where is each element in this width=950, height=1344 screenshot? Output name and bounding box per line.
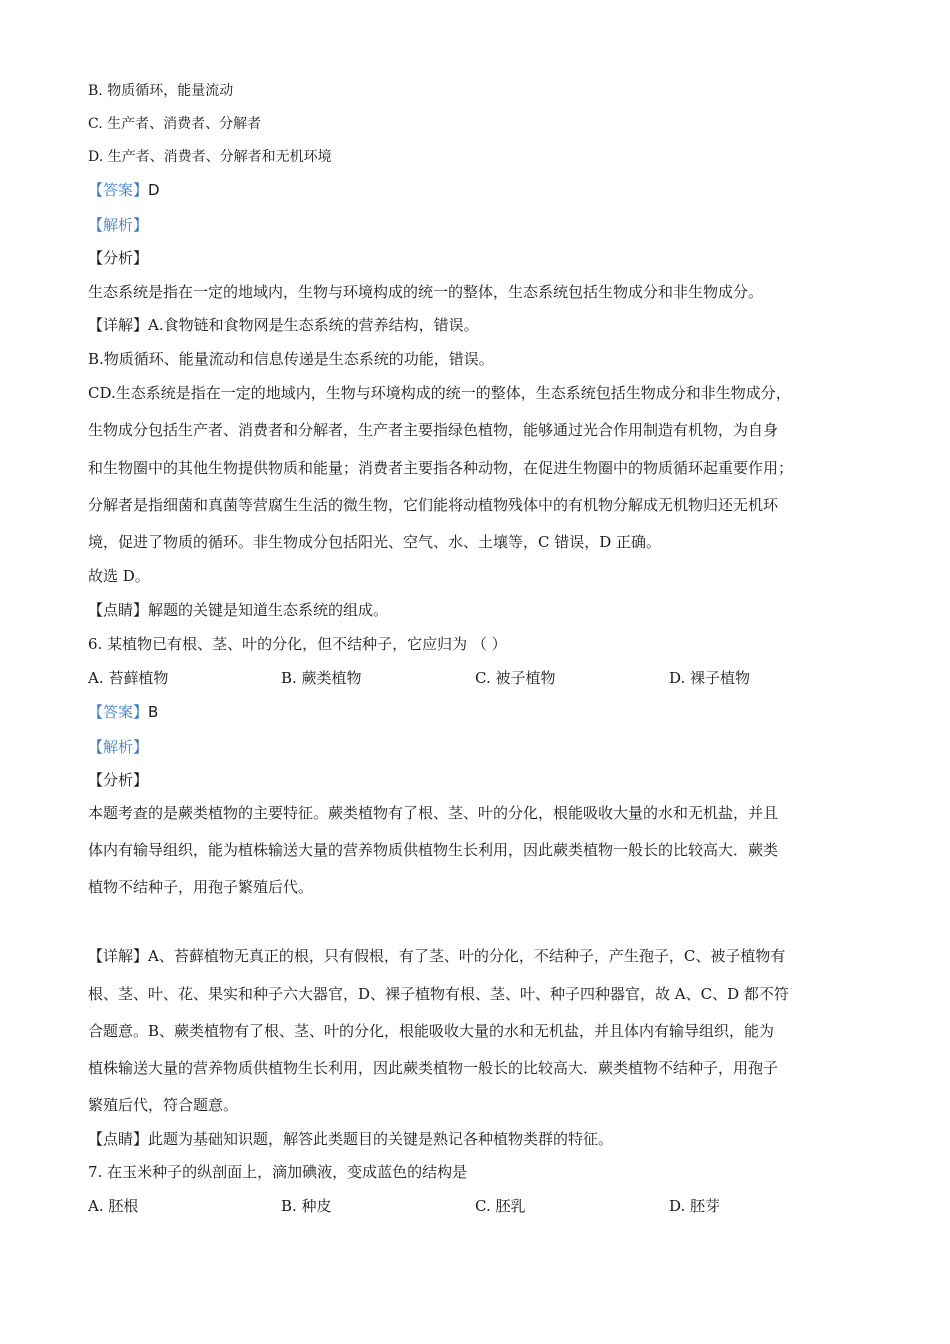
detail-tag: 【详解】 — [88, 316, 149, 334]
q6-stem: 6. 某植物已有根、茎、叶的分化，但不结种子，它应归为 （ ） — [88, 635, 507, 653]
q7-option-a: A. 胚根 — [88, 1197, 139, 1215]
q6-option-d: D. 裸子植物 — [669, 669, 751, 687]
q6-answer-line — [88, 702, 158, 722]
answer-value: B — [148, 703, 159, 721]
fenxi-text: 生态系统是指在一定的地域内，生物与环境构成的统一的整体，生态系统包括生物成分和非生物成分。 — [88, 283, 764, 301]
dianjing-text: 解题的关键是知道生态系统的组成。 — [148, 601, 389, 619]
fenxi-text: 植物不结种子，用孢子繁殖后代。 — [88, 878, 314, 896]
q7-option-d: D. 胚芽 — [669, 1197, 721, 1215]
q7-option-c: C. 胚乳 — [475, 1197, 526, 1215]
fenxi-tag: 【分析】 — [88, 771, 149, 789]
q5-option-b: B. 物质循环，能量流动 — [88, 83, 234, 99]
detail-line: 故选 D。 — [88, 567, 150, 585]
detail-line: 境，促进了物质的循环。非生物成分包括阳光、空气、水、土壤等，C 错误，D 正确。 — [88, 533, 662, 551]
q6-option-b: B. 蕨类植物 — [281, 669, 362, 687]
answer-tag: 【答案】 — [88, 181, 149, 199]
dianjing-line — [88, 600, 388, 620]
detail-line: CD.生态系统是指在一定的地域内，生物与环境构成的统一的整体，生态系统包括生物成分和非生物成分， — [88, 384, 791, 402]
detail-line: 植株输送大量的营养物质供植物生长利用，因此蕨类植物一般长的比较高大．蕨类植物不结种子，用孢子 — [88, 1059, 779, 1077]
detail-line: 生物成分包括生产者、消费者和分解者，生产者主要指绿色植物，能够通过光合作用制造有机物，为自身 — [88, 421, 779, 439]
dianjing-tag: 【点睛】 — [88, 601, 149, 619]
detail-line: 和生物圈中的其他生物提供物质和能量；消费者主要指各种动物，在促进生物圈中的物质循环起重要作用； — [88, 459, 794, 477]
q6-option-c: C. 被子植物 — [475, 669, 556, 687]
detail-tag: 【详解】 — [88, 947, 149, 965]
fenxi-text: 体内有输导组织，能为植株输送大量的营养物质供植物生长利用，因此蕨类植物一般长的比较高大．蕨类 — [88, 841, 779, 859]
dianjing-line — [88, 1129, 613, 1149]
dianjing-text: 此题为基础知识题，解答此类题目的关键是熟记各种植物类群的特征。 — [148, 1130, 614, 1148]
answer-tag: 【答案】 — [88, 703, 149, 721]
fenxi-tag: 【分析】 — [88, 249, 149, 267]
detail-line — [88, 946, 785, 966]
q5-option-d: D. 生产者、消费者、分解者和无机环境 — [88, 149, 332, 165]
analysis-tag: 【解析】 — [88, 738, 149, 756]
q6-option-a: A. 苔藓植物 — [88, 669, 169, 687]
fenxi-text: 本题考查的是蕨类植物的主要特征。蕨类植物有了根、茎、叶的分化，根能吸收大量的水和无机盐，并且 — [88, 804, 779, 822]
q5-answer-line — [88, 180, 160, 200]
detail-text: A.食物链和食物网是生态系统的营养结构，错误。 — [148, 316, 479, 334]
q7-stem: 7. 在玉米种子的纵剖面上，滴加碘液，变成蓝色的结构是 — [88, 1163, 468, 1181]
detail-line — [88, 315, 479, 335]
detail-line: 合题意。B、蕨类植物有了根、茎、叶的分化，根能吸收大量的水和无机盐，并且体内有输导组织，能为 — [88, 1022, 775, 1040]
analysis-tag: 【解析】 — [88, 216, 149, 234]
detail-text: A、苔藓植物无真正的根，只有假根，有了茎、叶的分化，不结种子，产生孢子，C、被子植物有 — [148, 947, 786, 965]
detail-line: B.物质循环、能量流动和信息传递是生态系统的功能，错误。 — [88, 350, 494, 368]
detail-line: 繁殖后代，符合题意。 — [88, 1096, 239, 1114]
q5-option-c: C. 生产者、消费者、分解者 — [88, 116, 262, 132]
answer-value: D — [148, 181, 160, 199]
detail-line: 根、茎、叶、花、果实和种子六大器官，D、裸子植物有根、茎、叶、种子四种器官，故 A、C、D 都不符 — [88, 985, 789, 1003]
q7-option-b: B. 种皮 — [281, 1197, 332, 1215]
detail-line: 分解者是指细菌和真菌等营腐生生活的微生物，它们能将动植物残体中的有机物分解成无机物归还无机环 — [88, 496, 779, 514]
dianjing-tag: 【点睛】 — [88, 1130, 149, 1148]
